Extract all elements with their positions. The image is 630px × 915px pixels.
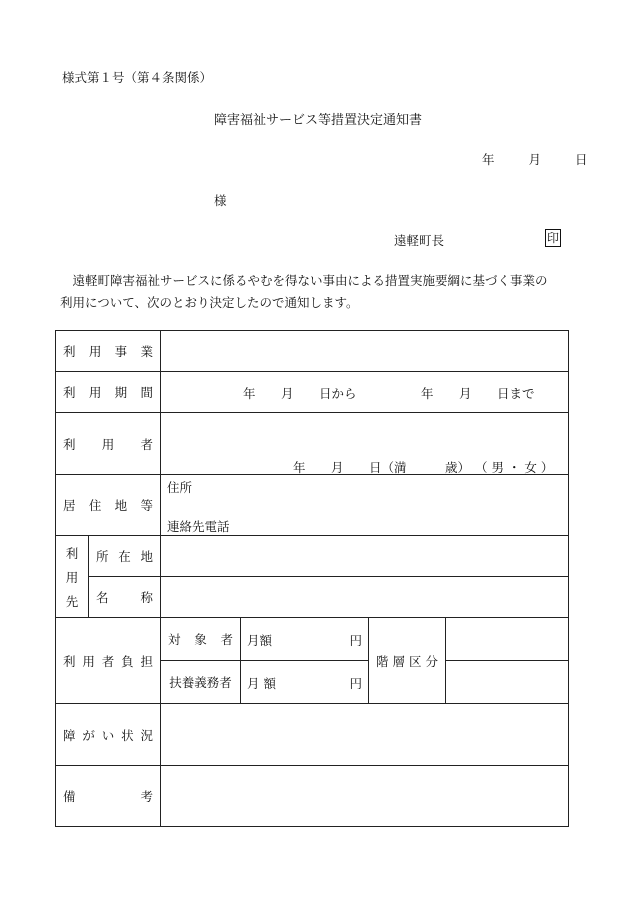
label-residence: 居 住 地 等 bbox=[56, 475, 161, 536]
user-value[interactable] bbox=[161, 413, 569, 475]
table-row bbox=[56, 577, 569, 618]
form-number: 様式第１号（第４条関係） bbox=[62, 70, 213, 85]
table-row bbox=[56, 413, 569, 475]
residence-value[interactable] bbox=[161, 475, 569, 536]
label-guardian: 扶養義務者 bbox=[161, 661, 241, 704]
label-destination: 利 用 先 bbox=[56, 536, 89, 618]
birth-day-age: 日（満 bbox=[369, 459, 407, 475]
issuer-name: 遠軽町長 bbox=[394, 233, 445, 248]
birth-month: 月 bbox=[331, 459, 344, 475]
service-value[interactable] bbox=[161, 331, 569, 372]
period-day-until: 日まで bbox=[497, 386, 535, 401]
seal-mark: 印 bbox=[547, 231, 560, 245]
birth-year: 年 bbox=[293, 459, 306, 475]
period-year-2: 年 bbox=[421, 386, 434, 401]
document-title: 障害福祉サービス等措置決定通知書 bbox=[214, 113, 423, 128]
label-tier: 階 層 区 分 bbox=[369, 618, 446, 704]
table-row bbox=[56, 475, 569, 536]
notice-line-2: 利用について、次のとおり決定したので通知します。 bbox=[60, 295, 359, 310]
table-row bbox=[56, 536, 569, 577]
notice-line-1: 遠軽町障害福祉サービスに係るやむを得ない事由による措置実施要綱に基づく事業の bbox=[72, 273, 548, 288]
age-unit: 歳） bbox=[445, 459, 471, 475]
target-amount-value[interactable] bbox=[241, 618, 369, 661]
decision-table bbox=[55, 330, 569, 827]
period-month-1: 月 bbox=[281, 386, 294, 401]
label-service: 利 用 事 業 bbox=[56, 331, 161, 372]
label-user: 利 用 者 bbox=[56, 413, 161, 475]
monthly-amount-label: 月 額 bbox=[247, 676, 276, 691]
table-row bbox=[56, 618, 569, 661]
issue-date bbox=[482, 150, 587, 168]
label-location: 所 在 地 bbox=[89, 536, 161, 577]
remarks-value[interactable] bbox=[161, 766, 569, 827]
label-remarks: 備 考 bbox=[56, 766, 161, 827]
addressee-suffix: 様 bbox=[214, 193, 227, 208]
period-day-from: 日から bbox=[319, 386, 357, 401]
period-value[interactable] bbox=[161, 372, 569, 413]
table-row bbox=[56, 704, 569, 766]
monthly-amount-label: 月額 bbox=[247, 633, 273, 648]
tier-value-1[interactable] bbox=[446, 618, 569, 661]
location-value[interactable] bbox=[161, 536, 569, 577]
disability-value[interactable] bbox=[161, 704, 569, 766]
gender-choice: （ 男 ・ 女 ） bbox=[475, 459, 554, 475]
date-month-label: 月 bbox=[528, 152, 541, 167]
label-facility-name: 名 称 bbox=[89, 577, 161, 618]
period-month-2: 月 bbox=[459, 386, 472, 401]
tier-value-2[interactable] bbox=[446, 661, 569, 704]
label-target-person: 対 象 者 bbox=[161, 618, 241, 661]
facility-name-value[interactable] bbox=[161, 577, 569, 618]
label-burden: 利 用 者 負 担 bbox=[56, 618, 161, 704]
notice-body bbox=[60, 270, 580, 314]
phone-label: 連絡先電話 bbox=[167, 519, 230, 534]
table-row bbox=[56, 372, 569, 413]
yen-label: 円 bbox=[349, 633, 362, 648]
guardian-amount-value[interactable] bbox=[241, 661, 369, 704]
label-disability: 障 が い 状 況 bbox=[56, 704, 161, 766]
label-period: 利 用 期 間 bbox=[56, 372, 161, 413]
date-day-label: 日 bbox=[574, 152, 588, 167]
period-year-1: 年 bbox=[243, 386, 256, 401]
date-year-label: 年 bbox=[482, 152, 495, 167]
table-row bbox=[56, 331, 569, 372]
address-label: 住所 bbox=[167, 480, 193, 495]
yen-label: 円 bbox=[349, 676, 362, 691]
table-row bbox=[56, 766, 569, 827]
